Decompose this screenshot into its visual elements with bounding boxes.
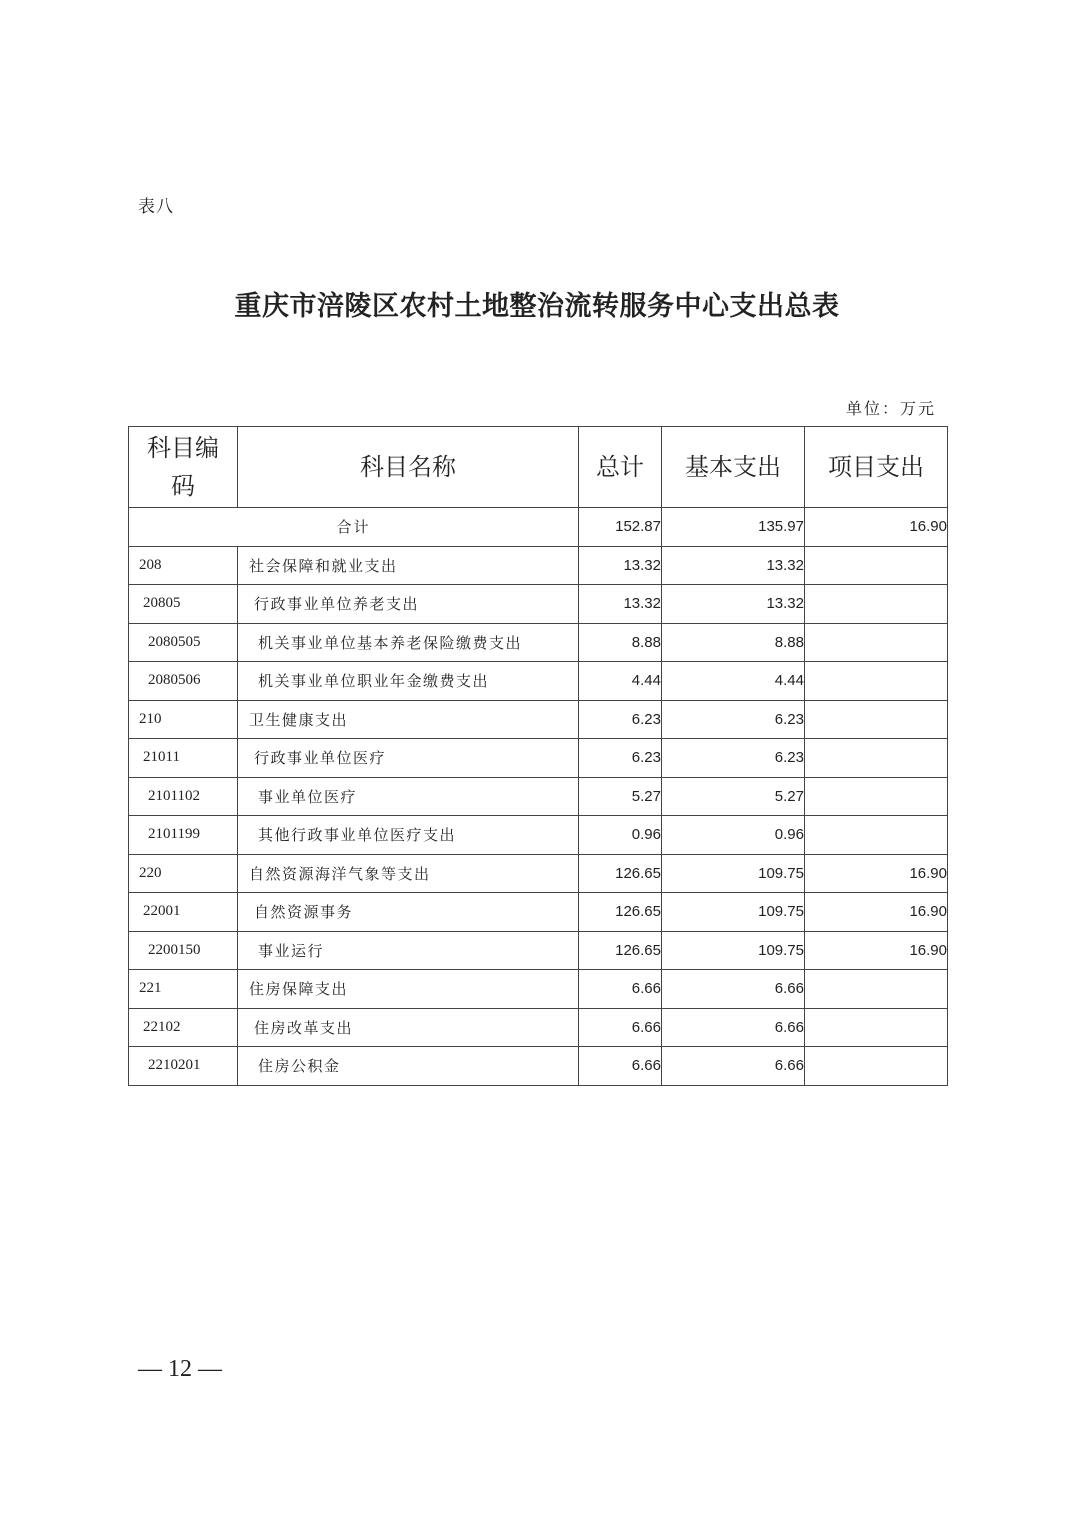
table-row [129,700,948,739]
row-basic: 0.96 [662,816,805,855]
row-total: 6.23 [579,739,662,778]
table-row [129,777,948,816]
table-row [129,739,948,778]
total-total: 152.87 [579,508,662,547]
row-project: 16.90 [805,931,948,970]
row-project [805,700,948,739]
table-row [129,893,948,932]
row-name: 事业运行 [238,931,579,970]
table-row [129,585,948,624]
row-name: 住房保障支出 [238,970,579,1009]
total-label: 合计 [129,508,579,547]
expense-table [128,426,948,1086]
row-project [805,1047,948,1086]
row-basic: 13.32 [662,585,805,624]
row-project [805,816,948,855]
row-name: 机关事业单位职业年金缴费支出 [238,662,579,701]
row-code: 22102 [129,1008,238,1047]
row-code: 21011 [129,739,238,778]
row-total: 126.65 [579,931,662,970]
row-code: 208 [129,546,238,585]
row-basic: 109.75 [662,854,805,893]
row-code: 221 [129,970,238,1009]
header-name: 科目名称 [238,427,579,508]
row-name: 事业单位医疗 [238,777,579,816]
row-name: 自然资源海洋气象等支出 [238,854,579,893]
row-project [805,1008,948,1047]
row-code: 20805 [129,585,238,624]
table-label: 表八 [138,197,174,217]
row-total: 13.32 [579,585,662,624]
row-name: 自然资源事务 [238,893,579,932]
row-code: 220 [129,854,238,893]
row-name: 机关事业单位基本养老保险缴费支出 [238,623,579,662]
table-row [129,662,948,701]
row-code: 2200150 [129,931,238,970]
row-code: 2210201 [129,1047,238,1086]
row-name: 社会保障和就业支出 [238,546,579,585]
row-basic: 109.75 [662,931,805,970]
row-basic: 6.23 [662,700,805,739]
row-name: 行政事业单位医疗 [238,739,579,778]
total-basic: 135.97 [662,508,805,547]
row-basic: 109.75 [662,893,805,932]
row-total: 8.88 [579,623,662,662]
row-total: 126.65 [579,854,662,893]
row-total: 6.66 [579,1008,662,1047]
row-basic: 6.66 [662,970,805,1009]
row-name: 住房公积金 [238,1047,579,1086]
row-project [805,662,948,701]
row-basic: 13.32 [662,546,805,585]
row-total: 4.44 [579,662,662,701]
row-name: 行政事业单位养老支出 [238,585,579,624]
header-project: 项目支出 [805,427,948,508]
header-total: 总计 [579,427,662,508]
row-project [805,585,948,624]
row-total: 5.27 [579,777,662,816]
row-code: 2080505 [129,623,238,662]
row-project [805,739,948,778]
row-name: 住房改革支出 [238,1008,579,1047]
header-basic: 基本支出 [662,427,805,508]
row-total: 126.65 [579,893,662,932]
page-number: — 12 — [138,1356,222,1382]
table-row [129,970,948,1009]
total-project: 16.90 [805,508,948,547]
row-project: 16.90 [805,854,948,893]
table-row [129,854,948,893]
table-row [129,816,948,855]
row-basic: 4.44 [662,662,805,701]
row-basic: 6.66 [662,1047,805,1086]
header-code: 科目编码 [129,427,238,508]
row-total: 0.96 [579,816,662,855]
unit-label: 单位：万元 [845,399,936,418]
page-title: 重庆市涪陵区农村土地整治流转服务中心支出总表 [234,291,840,322]
row-code: 2101102 [129,777,238,816]
row-project [805,777,948,816]
row-basic: 6.23 [662,739,805,778]
row-code: 210 [129,700,238,739]
table-row [129,1047,948,1086]
row-name: 其他行政事业单位医疗支出 [238,816,579,855]
row-total: 6.66 [579,1047,662,1086]
total-row [129,508,948,547]
table-row [129,546,948,585]
row-total: 6.66 [579,970,662,1009]
table-header-row [129,427,948,508]
row-code: 22001 [129,893,238,932]
row-basic: 5.27 [662,777,805,816]
row-project: 16.90 [805,893,948,932]
row-project [805,970,948,1009]
row-code: 2101199 [129,816,238,855]
row-basic: 8.88 [662,623,805,662]
row-project [805,546,948,585]
row-total: 6.23 [579,700,662,739]
row-name: 卫生健康支出 [238,700,579,739]
row-total: 13.32 [579,546,662,585]
table-row [129,931,948,970]
row-basic: 6.66 [662,1008,805,1047]
table-row [129,1008,948,1047]
row-code: 2080506 [129,662,238,701]
table-row [129,623,948,662]
row-project [805,623,948,662]
